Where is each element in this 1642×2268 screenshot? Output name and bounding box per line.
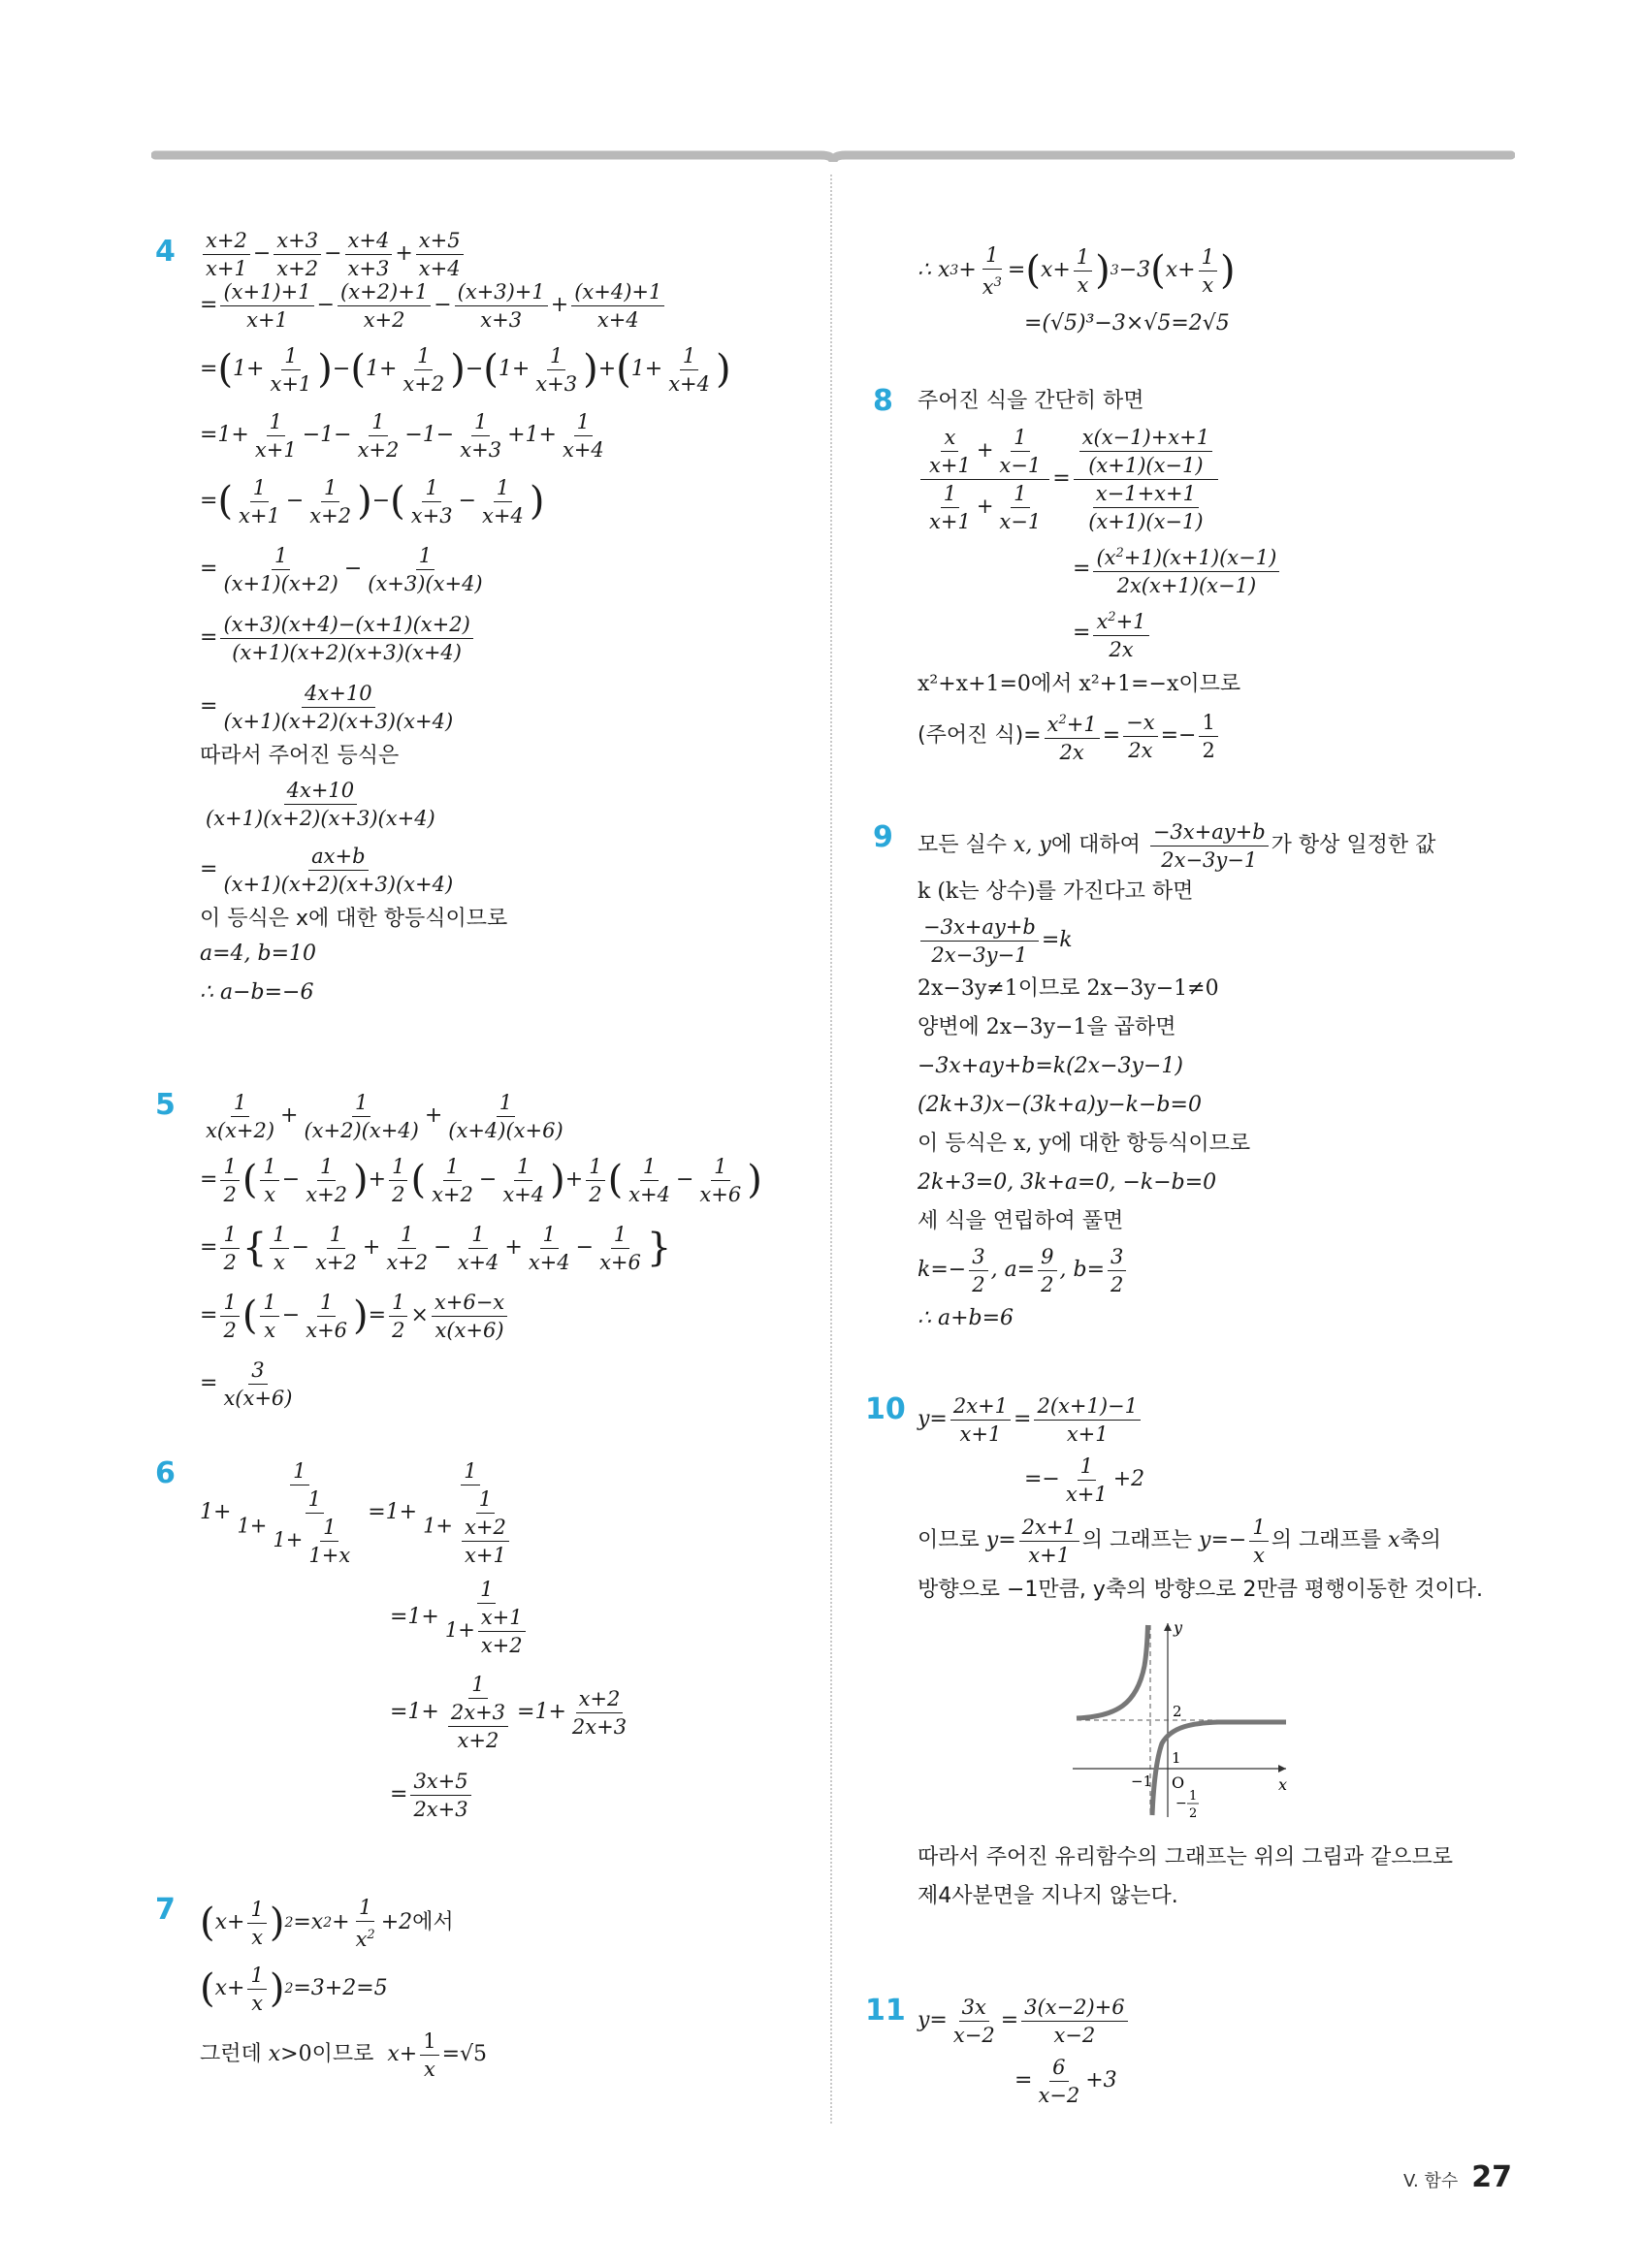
problem-number: 10 (865, 1392, 906, 1426)
p6-line-4: = $\frac{3x+5}{2x+3}$ (390, 1761, 805, 1829)
p9-line-6: −3x+ay+b=k(2x−3y−1) (918, 1054, 1183, 1078)
p4-line-2: = $\frac{(x+1)+1}{x+1}$ − $\frac{(x+2)+1}{x+2}$ − $\frac{(x+3)+1}{x+3}$ + $\frac{(x+4)+1}{x+4}$ (200, 275, 805, 335)
p5-line-3: = $\frac{1}{2}$ { $\frac{1}{x}$ − $\frac{1}{x+2}$ + $\frac{1}{x+2}$ − $\frac{1}{x+4}$ + $\frac{1}{x+4}$ − $\frac{1}{x+6}$ } (200, 1222, 672, 1274)
problem-10 (865, 1390, 1513, 1992)
problem-4-solution: $\frac{x+2}{x+1}$ − $\frac{x+3}{x+2}$ − $\frac{x+4}{x+3}$ + $\frac{x+5}{x+4}$ = $\frac{(x+1)+1}{x+1}$ − $\frac{(x+2)+1}{x+2}$ − $\frac{(x+3)+1}{x+3}$ + $\frac{(x+4)+1}{x+4}$ = ( 1+ $\frac{1}{x+1}$ ) − ( 1+ $\frac{1}{x+2}$ ) − ( 1+ $\frac{1}{x+3}$ ) + ( 1+ $\frac{1}{x+4}$ ) =1+ $\frac{1}{x+1}$ −1− $\frac{1}{x+2}$ −1− $\frac{1}{x+3}$ +1+ $\frac{1}{x+4}$ = ( $\frac{1}{x+1}$ − $\frac{1}{x+2}$ ) − ( $\frac{1}{x+3}$ − $\frac{1}{x+4}$ ) = $\frac{1}{(x+1)(x+2)}$ − $\frac{1}{(x+3)(x+4)}$ = $\frac{(x+3)(x+4)-(x+1)(x+2)}{(x+1)(x+2)(x+3)(x+4)}$ = $\frac{4x+10}{(x+1)(x+2)(x+3)(x+4)}$ 따라서 주어진 등식은 $\frac{4x+10}{(x+1)(x+2)(x+3)(x+4)}$ = $\frac{ax+b}{(x+1)(x+2)(x+3)(x+4)}$ 이 등식은 x에 대한 항등식이므로 a=4, b=10 ∴ a−b=−6 (200, 233, 805, 1012)
y-axis-label: y (1174, 1618, 1183, 1637)
p4-line-12: 이 등식은 x에 대한 항등식이므로 (200, 907, 508, 931)
p10-line-5: 따라서 주어진 유리함수의 그래프는 위의 그림과 같으므로 (918, 1845, 1454, 1869)
p7-line-4: ∴ x 3 + $\frac{1}{x^3}$ = ( x+ $\frac{1}{x}$ ) 3 −3 ( x+ $\frac{1}{x}$ ) (918, 242, 1236, 299)
column-divider (830, 175, 832, 2124)
x-intercept-num: 1 (1189, 1789, 1198, 1804)
problem-11 (865, 1992, 1513, 2112)
problem-number: 4 (155, 235, 176, 269)
p9-line-12: ∴ a+b=6 (918, 1306, 1014, 1330)
p4-line-9: 따라서 주어진 등식은 (200, 744, 400, 768)
x-intercept-minus: − (1175, 1796, 1187, 1811)
problem-number: 8 (873, 384, 893, 418)
problem-5 (155, 1086, 805, 1454)
p4-line-11: = $\frac{ax+b}{(x+1)(x+2)(x+3)(x+4)}$ (200, 844, 454, 896)
p7-line-1: ( x+ $\frac{1}{x}$ ) 2 =x 2 + $\frac{1}{x^2}$ +2 에서 (200, 1895, 454, 1951)
section-label: V. 함수 (1403, 2171, 1459, 2191)
p11-line-1: y= $\frac{3x}{x-2}$ = $\frac{3(x-2)+6}{x-2}$ (918, 1992, 1513, 2050)
p9-line-5: 양변에 2x−3y−1을 곱하면 (918, 1015, 1176, 1039)
p6-line-1: 1+ 1 1+ 1 1+ $\frac{1}{1+x}$ =1+ 1 1+ $\frac{1}{\frac{x+2}{x+1}}$ (200, 1454, 805, 1571)
p4-line-8: = $\frac{4x+10}{(x+1)(x+2)(x+3)(x+4)}$ (200, 681, 454, 733)
p9-line-2: k (k는 상수)를 가진다고 하면 (918, 879, 1194, 904)
p9-line-1: 모든 실수 x, y 에 대하여 $\frac{-3x+ay+b}{2x-3y-1}$ 가 항상 일정한 값 (918, 819, 1436, 872)
p10-line-1: y= $\frac{2x+1}{x+1}$ = $\frac{2(x+1)-1}{x+1}$ (918, 1390, 1513, 1449)
p5-line-2: = $\frac{1}{2}$ ( $\frac{1}{x}$ − $\frac{1}{x+2}$ ) + $\frac{1}{2}$ ( $\frac{1}{x+2}$ − $\frac{1}{x+4}$ ) + $\frac{1}{2}$ ( $\frac{1}{x+4}$ − $\frac{1}{x+6}$ ) (200, 1154, 762, 1206)
problem-7-continued (873, 237, 1513, 382)
p11-line-2: = $\frac{6}{x-2}$ +3 (1014, 2055, 1117, 2107)
p6-line-2: =1+ 1 1+ $\frac{x+1}{x+2}$ (390, 1571, 805, 1664)
asymptote-2-label: 2 (1173, 1703, 1182, 1720)
p5-line-5: = $\frac{3}{x(x+6)}$ (200, 1358, 293, 1410)
p4-line-10: $\frac{4x+10}{(x+1)(x+2)(x+3)(x+4)}$ (206, 778, 435, 830)
problem-4 (155, 228, 805, 1086)
p10-line-3: 이므로 y = $\frac{2x+1}{x+1}$ 의 그래프는 y =− $\frac{1}{x}$ 의 그래프를 x 축의 (918, 1515, 1441, 1567)
p9-line-10: 세 식을 연립하여 풀면 (918, 1209, 1124, 1233)
intercept-1-label: 1 (1172, 1749, 1181, 1767)
p7-line-3: 그런데 x >0 이므로 x + $\frac{1}{x}$ =√5 (200, 2028, 488, 2081)
left-column (155, 228, 805, 2087)
p8-line-3: = $\frac{(x^2+1)(x+1)(x-1)}{2x(x+1)(x-1)}$ (1073, 537, 1513, 601)
asymptote-neg1-label: −1 (1131, 1773, 1153, 1790)
problem-number: 7 (155, 1893, 176, 1927)
p8-line-1: 주어진 식을 간단히 하면 (918, 389, 1144, 413)
p10-line-4: 방향으로 −1만큼, y축의 방향으로 2만큼 평행이동한 것이다. (918, 1578, 1483, 1602)
p9-line-11: k=− $\frac{3}{2}$ , a= $\frac{9}{2}$ , b= $\frac{3}{2}$ (918, 1241, 1513, 1299)
p5-line-1: $\frac{1}{x(x+2)}$ + $\frac{1}{(x+2)(x+4)}$ + $\frac{1}{(x+4)(x+6)}$ (206, 1090, 563, 1142)
p4-line-4: =1+ $\frac{1}{x+1}$ −1− $\frac{1}{x+2}$ −1− $\frac{1}{x+3}$ +1+ $\frac{1}{x+4}$ (200, 409, 604, 462)
p4-line-5: = ( $\frac{1}{x+1}$ − $\frac{1}{x+2}$ ) − ( $\frac{1}{x+3}$ − $\frac{1}{x+4}$ ) (200, 475, 545, 527)
problem-number: 11 (865, 1994, 906, 2028)
problem-number: 6 (155, 1456, 176, 1490)
problem-8 (873, 382, 1513, 818)
p4-line-13: a=4, b=10 (200, 942, 317, 966)
problem-number: 5 (155, 1088, 176, 1122)
p7-line-5: =(√5)³−3×√5=2√5 (1024, 311, 1230, 335)
rational-function-graph (1063, 1617, 1296, 1821)
p6-line-3: =1+ $\frac{1}{\frac{2x+3}{x+2}}$ =1+ $\frac{x+2}{2x+3}$ (390, 1673, 628, 1752)
problem-7 (155, 1891, 805, 2087)
p9-line-3: $\frac{-3x+ay+b}{2x-3y-1}$ =k (918, 911, 1513, 970)
p8-line-4: = $\frac{x^2+1}{2x}$ (1073, 601, 1513, 665)
page-footer (1403, 2160, 1512, 2194)
p9-line-8: 이 등식은 x, y에 대한 항등식이므로 (918, 1132, 1251, 1156)
p8-line-2: $\frac{x}{x+1}$ + $\frac{1}{x-1}$ $\frac{1}{x+1}$ + $\frac{1}{x-1}$ = $\frac{\frac{x(x-1)+x+1}{(x+1)(x-1)}}{\frac{x-1+x+1}{(x+1)(x-1)}}$ (918, 421, 1513, 537)
p4-line-3: = ( 1+ $\frac{1}{x+1}$ ) − ( 1+ $\frac{1}{x+2}$ ) − ( 1+ $\frac{1}{x+3}$ ) + ( 1+ $\frac{1}{x+4}$ ) (200, 343, 731, 396)
x-intercept-den: 2 (1189, 1806, 1198, 1821)
p9-line-7: (2k+3)x−(3k+a)y−k−b=0 (918, 1093, 1202, 1117)
p8-line-6: (주어진 식) = $\frac{x^2+1}{2x}$ = $\frac{-x}{2x}$ =− $\frac{1}{2}$ (918, 704, 1513, 768)
p10-line-2: =− $\frac{1}{x+1}$ +2 (1024, 1453, 1145, 1506)
x-axis-label: x (1278, 1775, 1288, 1794)
p7-line-2: ( x+ $\frac{1}{x}$ ) 2 =3+2=5 (200, 1963, 388, 2015)
p9-line-4: 2x−3y≠1이므로 2x−3y−1≠0 (918, 976, 1219, 1001)
p4-line-7: = $\frac{(x+3)(x+4)-(x+1)(x+2)}{(x+1)(x+2)(x+3)(x+4)}$ (200, 603, 805, 673)
page-number: 27 (1471, 2160, 1512, 2194)
top-header-bar (151, 147, 1515, 163)
problem-9 (873, 818, 1513, 1390)
p4-line-6: = $\frac{1}{(x+1)(x+2)}$ − $\frac{1}{(x+3)(x+4)}$ (200, 543, 483, 595)
p9-line-9: 2k+3=0, 3k+a=0, −k−b=0 (918, 1170, 1217, 1195)
problem-6 (155, 1454, 805, 1891)
right-column (865, 237, 1513, 2112)
p10-line-6: 제4사분면을 지나지 않는다. (918, 1884, 1178, 1908)
p4-line-14: ∴ a−b=−6 (200, 980, 314, 1005)
problem-number: 9 (873, 820, 893, 854)
p5-line-4: = $\frac{1}{2}$ ( $\frac{1}{x}$ − $\frac{1}{x+6}$ ) = $\frac{1}{2}$ × $\frac{x+6-x}{x(x+6)}$ (200, 1282, 805, 1350)
p8-line-5: x²+x+1=0에서 x²+1=−x이므로 (918, 672, 1241, 696)
origin-label: O (1172, 1773, 1185, 1792)
